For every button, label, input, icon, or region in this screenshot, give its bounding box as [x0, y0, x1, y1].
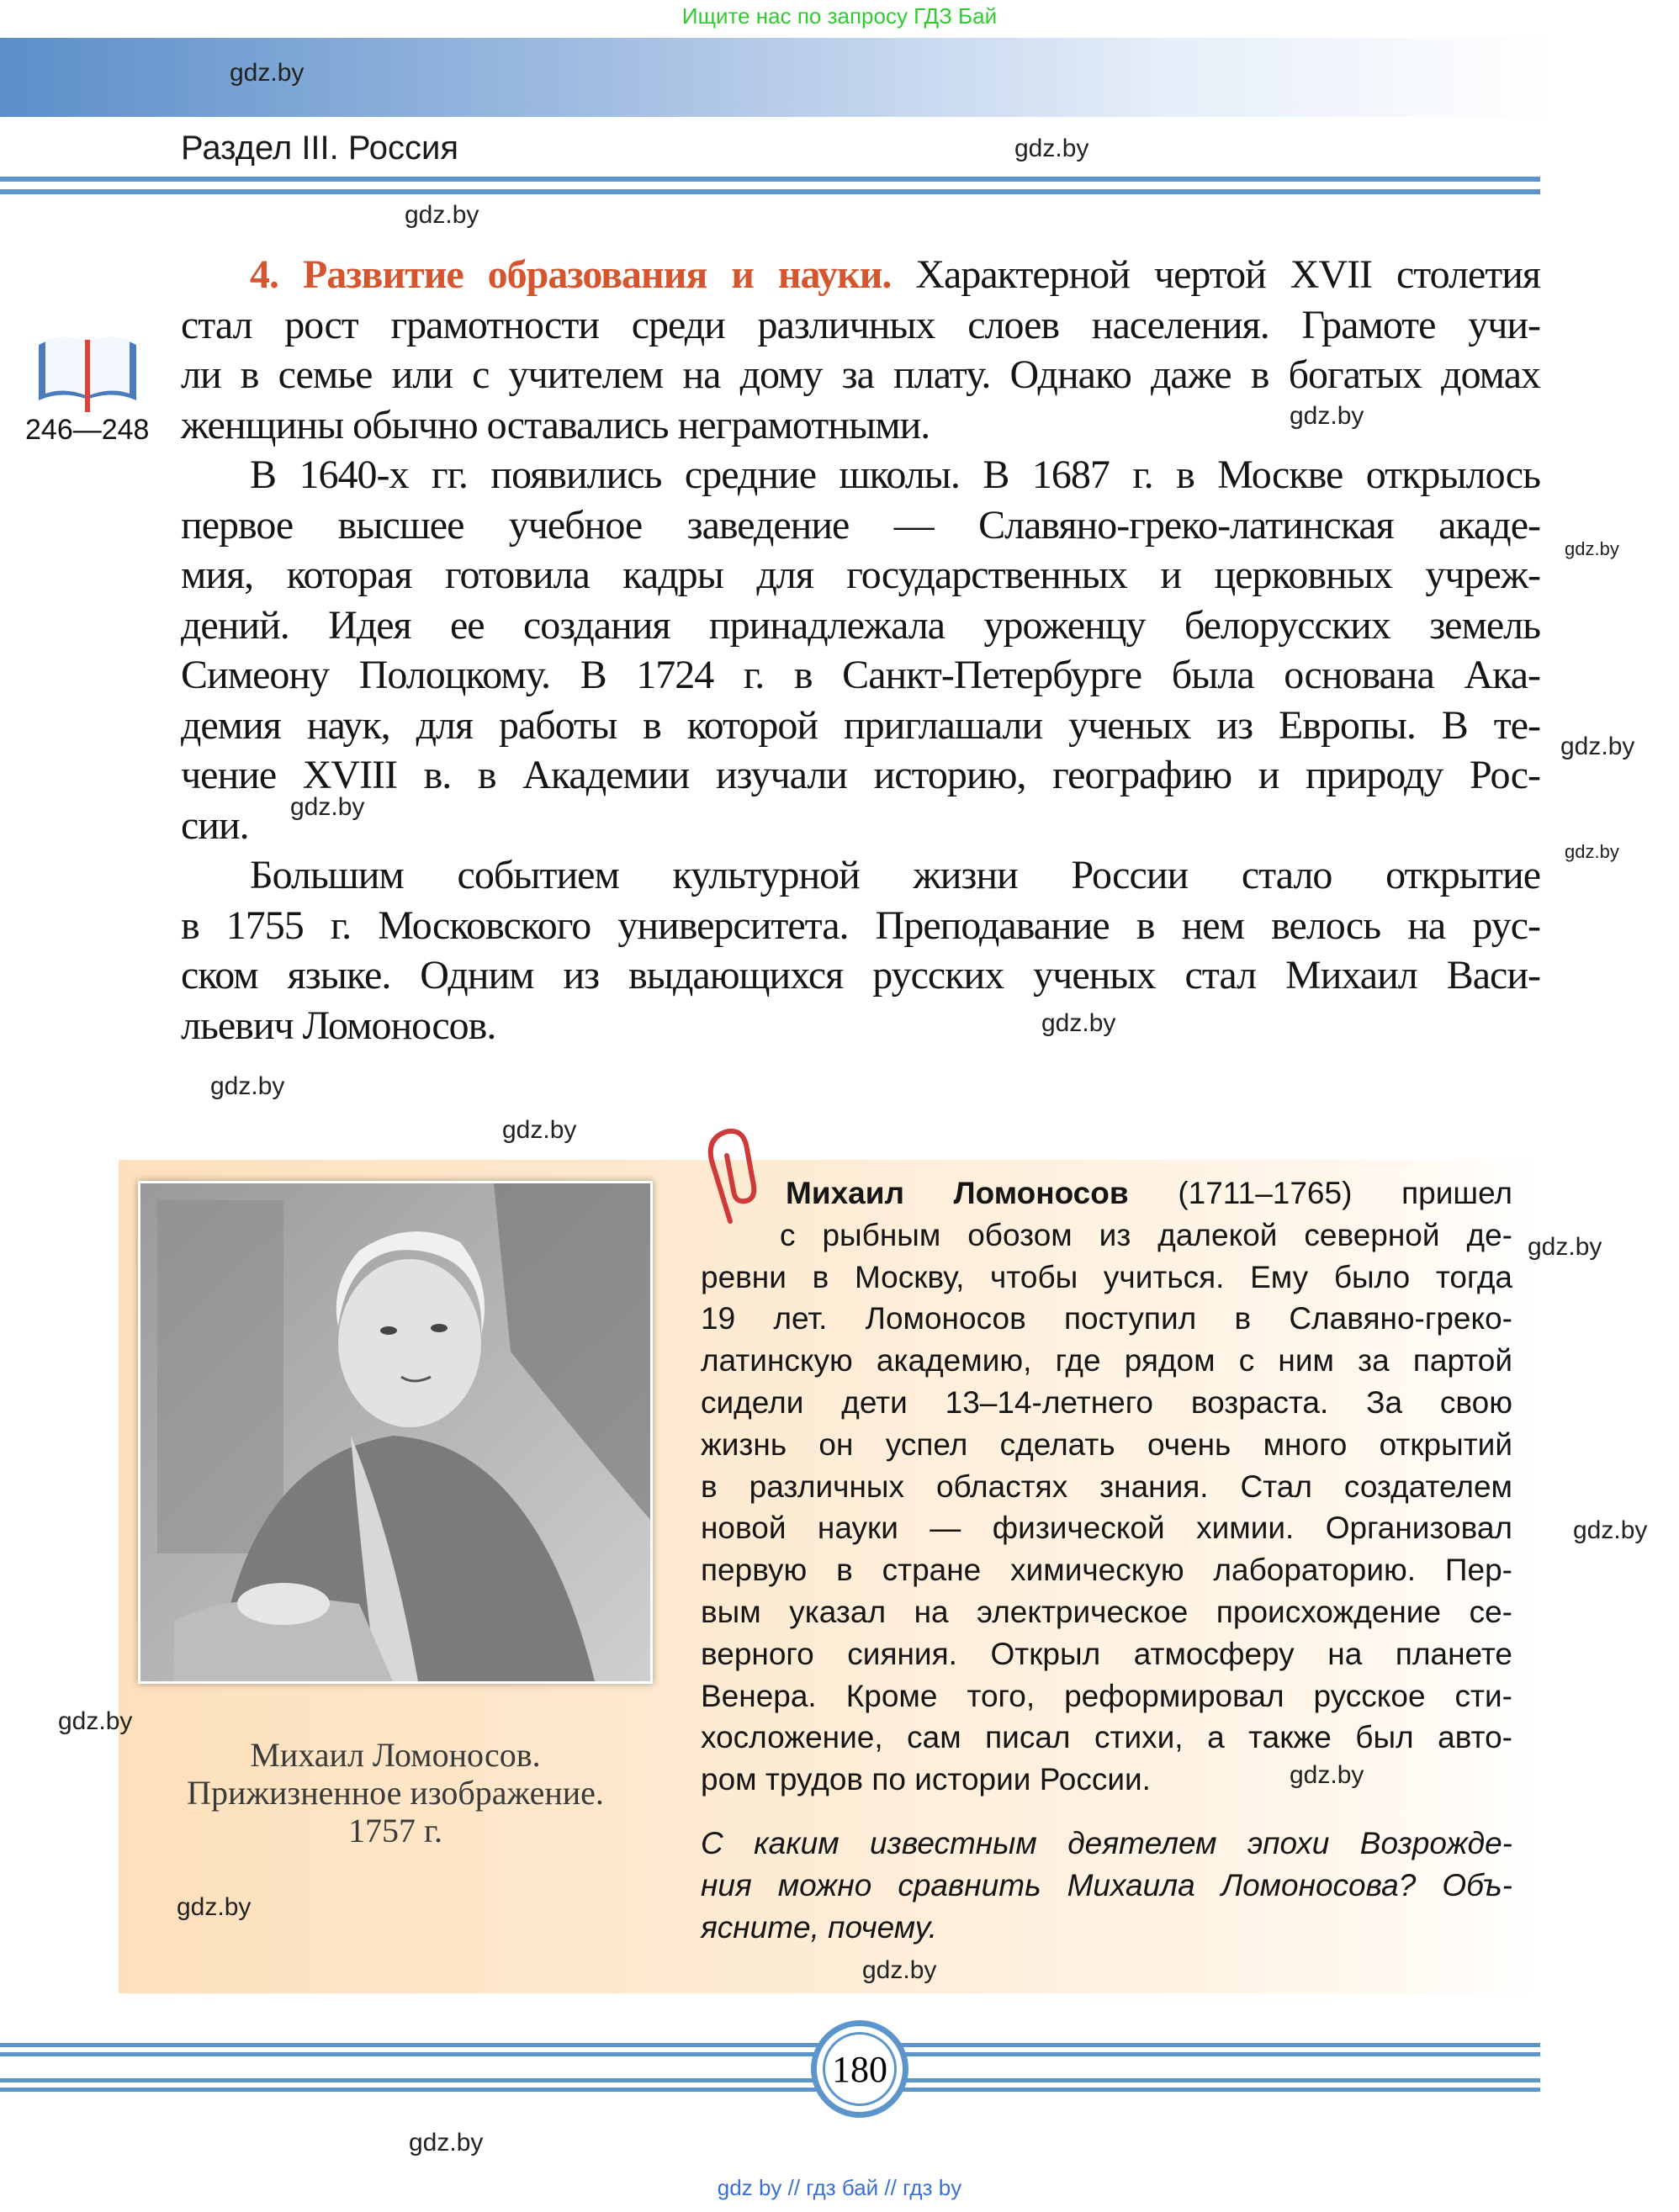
portrait-caption: [138, 1736, 653, 1850]
footer-links[interactable]: gdz by // гдз бай // гдз by: [717, 2175, 962, 2200]
review-question: [701, 1823, 1512, 1949]
text-line: первую в стране химическую лабораторию. Пер-: [701, 1553, 1512, 1588]
text-line: чение XVIII в. в Академии изучали историю, географию и природу Рос-: [181, 753, 1540, 797]
question-line: С каким известным деятелем эпохи Возрожде-: [701, 1826, 1512, 1860]
watermark: gdz.by: [230, 59, 305, 87]
text-line: стал рост грамотности среди различных слоев населения. Грамоте учи-: [181, 302, 1540, 347]
main-text: [181, 250, 1540, 1050]
watermark: gdz.by: [1565, 841, 1619, 862]
footer-rule: [0, 2043, 1540, 2047]
watermark: gdz.by: [1528, 1233, 1602, 1261]
page-number: 180: [823, 2032, 897, 2106]
footer-rule: [0, 2078, 1540, 2082]
text-line: мия, которая готовила кадры для государственных и церковных учреж-: [181, 553, 1540, 597]
text-line: 19 лет. Ломоносов поступил в Славяно-греко-: [701, 1301, 1512, 1336]
text-line: Михаил Ломоносов (1711–1765) пришел: [786, 1176, 1513, 1210]
text-line: ском языке. Одним из выдающихся русских ученых стал Михаил Васи-: [181, 953, 1540, 998]
portrait-image: [138, 1181, 653, 1684]
text-line: Симеону Полоцкому. В 1724 г. в Санкт-Петербурге была основана Ака-: [181, 653, 1540, 697]
text-line: дений. Идея ее создания принадлежала уроженцу белорусских земель: [181, 602, 1540, 648]
text-line: ревни в Москву, чтобы учиться. Ему было тогда: [701, 1259, 1512, 1294]
text-line: ром трудов по истории России.: [701, 1762, 1151, 1797]
watermark: gdz.by: [1014, 135, 1089, 162]
watermark: gdz.by: [58, 1707, 133, 1735]
watermark: gdz.by: [1290, 1761, 1364, 1789]
footer-rule: [0, 2052, 1540, 2056]
watermark: gdz.by: [177, 1893, 252, 1921]
text-line: ли в семье или с учителем на дому за плату. Однако даже в богатых домах: [181, 352, 1540, 397]
text-line: верного сияния. Открыл атмосферу на планете: [701, 1636, 1512, 1671]
text-line: хосложение, сам писал стихи, а также был авто-: [701, 1720, 1512, 1755]
text-line: в 1755 г. Московского университета. Преподавание в нем велось на рус-: [181, 902, 1540, 948]
watermark: gdz.by: [502, 1116, 577, 1144]
question-line: ясните, почему.: [701, 1910, 938, 1945]
watermark: gdz.by: [210, 1072, 285, 1100]
watermark: gdz.by: [1041, 1009, 1116, 1037]
text-line: демия наук, для работы в которой приглашали ученых из Европы. В те-: [181, 702, 1540, 748]
page-reference: 246—248: [25, 414, 150, 446]
caption-line: Михаил Ломоносов.: [250, 1736, 541, 1774]
biography-text: [701, 1172, 1512, 1801]
text-line: новой науки — физической химии. Организовал: [701, 1511, 1512, 1546]
watermark: gdz.by: [290, 793, 365, 821]
footer-rule: [0, 2088, 1540, 2092]
watermark: gdz.by: [1290, 402, 1364, 430]
text-line: с рыбным обозом из далекой северной де-: [780, 1217, 1512, 1252]
watermark: gdz.by: [1560, 733, 1635, 760]
section-heading: 4. Развитие образования и науки.: [250, 252, 892, 297]
search-hint-banner: Ищите нас по запросу ГДЗ Бай: [681, 3, 998, 29]
text-line: сидели дети 13–14-летнего возраста. За свою: [701, 1384, 1512, 1420]
header-rule: [0, 177, 1540, 182]
text-line: Большим событием культурной жизни России стало открытие: [250, 853, 1540, 897]
page-number-badge: [811, 2020, 908, 2118]
text-line: в различных областях знания. Стал создателем: [701, 1468, 1512, 1504]
text-line: В 1640-х гг. появились средние школы. В 1687 г. в Москве открылось: [250, 452, 1540, 497]
watermark: gdz.by: [1565, 538, 1619, 559]
caption-line: Прижизненное изображение.: [187, 1774, 604, 1812]
text-line: 4. Развитие образования и науки. Характерной чертой XVII столетия: [250, 252, 1540, 297]
watermark: gdz.by: [409, 2129, 484, 2156]
watermark: gdz.by: [862, 1956, 937, 1984]
text-line: вым указал на электрическое происхождение се-: [701, 1594, 1512, 1629]
caption-line: 1757 г.: [348, 1812, 442, 1850]
text-line: сии.: [181, 802, 249, 848]
watermark: gdz.by: [405, 201, 479, 229]
watermark: gdz.by: [1573, 1516, 1648, 1544]
book-icon: [35, 330, 140, 418]
question-line: ния можно сравнить Михаила Ломоносова? Объ-: [701, 1868, 1512, 1902]
text-line: жизнь он успел сделать очень много открытий: [701, 1426, 1512, 1462]
text-line: льевич Ломоносов.: [181, 1003, 496, 1048]
text-line: первое высшее учебное заведение — Славяно-греко-латинская акаде-: [181, 502, 1540, 548]
header-rule: [0, 189, 1540, 194]
text-line: женщины обычно оставались неграмотными.: [181, 402, 930, 447]
text-line: Венера. Кроме того, реформировал русское сти-: [701, 1678, 1512, 1713]
section-title: Раздел III. Россия: [181, 130, 459, 167]
person-name: Михаил Ломоносов: [786, 1176, 1129, 1210]
text-line: латинскую академию, где рядом с ним за партой: [701, 1343, 1512, 1379]
